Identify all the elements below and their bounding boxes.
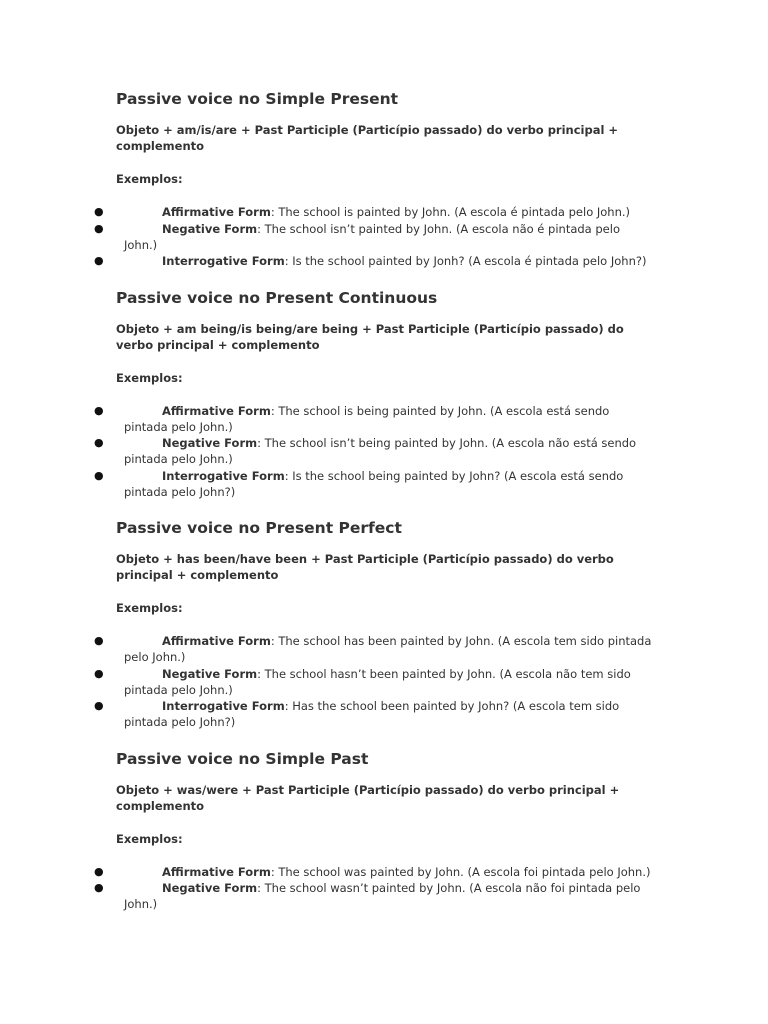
list-item <box>94 864 654 880</box>
list-item <box>94 698 654 730</box>
examples-label: Exemplos: <box>116 831 183 846</box>
form-label: Negative Form <box>162 881 258 895</box>
form-example: : Is the school being painted by John? (A escola está sendo pintada pelo John?) <box>124 468 624 499</box>
bullet-icon: ● <box>94 634 104 647</box>
formula-text: Objeto + am being/is being/are being + Past Participle (Particípio passado) do verbo principal + complemento <box>116 321 624 352</box>
list-item <box>94 204 654 220</box>
formula-text: Objeto + was/were + Past Participle (Particípio passado) do verbo principal + complemento <box>116 782 620 813</box>
section-present-perfect <box>94 517 728 748</box>
list-item <box>94 403 654 435</box>
form-label: Affirmative Form <box>162 864 271 879</box>
section-title: Passive voice no Simple Past <box>116 749 369 768</box>
examples-label: Exemplos: <box>116 601 183 615</box>
section-present-continuous <box>94 287 728 518</box>
bullet-icon: ● <box>94 221 104 235</box>
section-title: Passive voice no Simple Present <box>116 90 399 108</box>
bullet-icon: ● <box>94 403 104 417</box>
list-item <box>94 468 654 500</box>
form-example: : The school wasn’t painted by John. (A escola não foi pintada pelo John.) <box>124 881 641 911</box>
form-label: Negative Form <box>162 436 258 450</box>
bullet-icon: ● <box>94 468 104 482</box>
form-label: Negative Form <box>162 221 258 236</box>
list-item <box>94 633 654 665</box>
form-label: Affirmative Form <box>162 205 271 219</box>
form-label: Interrogative Form <box>162 468 285 483</box>
form-example: : Has the school been painted by John? (A escola tem sido pintada pelo John?) <box>124 699 620 729</box>
list-item <box>94 880 654 912</box>
form-example: : The school isn’t being painted by John. (A escola não está sendo pintada pelo John.) <box>124 436 637 466</box>
bullet-icon: ● <box>94 864 104 878</box>
form-example: : The school has been painted by John. (A escola tem sido pintada pelo John.) <box>124 634 652 664</box>
list-item <box>94 221 654 253</box>
formula-text: Objeto + has been/have been + Past Participle (Particípio passado) do verbo principal + complemento <box>116 552 614 582</box>
form-example: : The school isn’t painted by John. (A escola não é pintada pelo John.) <box>124 221 620 252</box>
bullet-icon: ● <box>94 436 104 449</box>
examples-label: Exemplos: <box>116 370 183 385</box>
section-simple-past <box>94 748 728 913</box>
examples-list <box>94 204 728 269</box>
form-label: Affirmative Form <box>162 403 271 418</box>
bullet-icon: ● <box>94 666 104 680</box>
list-item <box>94 666 654 698</box>
section-simple-present <box>94 88 728 287</box>
section-title: Passive voice no Present Continuous <box>116 288 438 307</box>
form-label: Negative Form <box>162 666 258 681</box>
form-example: : The school was painted by John. (A escola foi pintada pelo John.) <box>270 864 651 879</box>
form-label: Interrogative Form <box>162 699 285 713</box>
list-item <box>94 435 654 467</box>
examples-list <box>94 633 728 730</box>
form-example: : The school hasn’t been painted by John. (A escola não tem sido pintada pelo John.) <box>124 666 631 697</box>
bullet-icon: ● <box>94 699 104 712</box>
form-label: Interrogative Form <box>162 254 285 268</box>
examples-label: Exemplos: <box>116 172 183 186</box>
examples-list <box>94 403 728 500</box>
bullet-icon: ● <box>94 205 104 218</box>
bullet-icon: ● <box>94 254 104 267</box>
section-title: Passive voice no Present Perfect <box>116 519 402 537</box>
bullet-icon: ● <box>94 881 104 894</box>
form-label: Affirmative Form <box>162 634 271 648</box>
form-example: : The school is painted by John. (A escola é pintada pelo John.) <box>270 205 631 219</box>
form-example: : Is the school painted by Jonh? (A escola é pintada pelo John?) <box>284 254 647 268</box>
formula-text: Objeto + am/is/are + Past Participle (Particípio passado) do verbo principal + complemento <box>116 123 619 153</box>
examples-list <box>94 864 728 913</box>
form-example: : The school is being painted by John. (A escola está sendo pintada pelo John.) <box>124 403 610 434</box>
list-item <box>94 253 654 269</box>
